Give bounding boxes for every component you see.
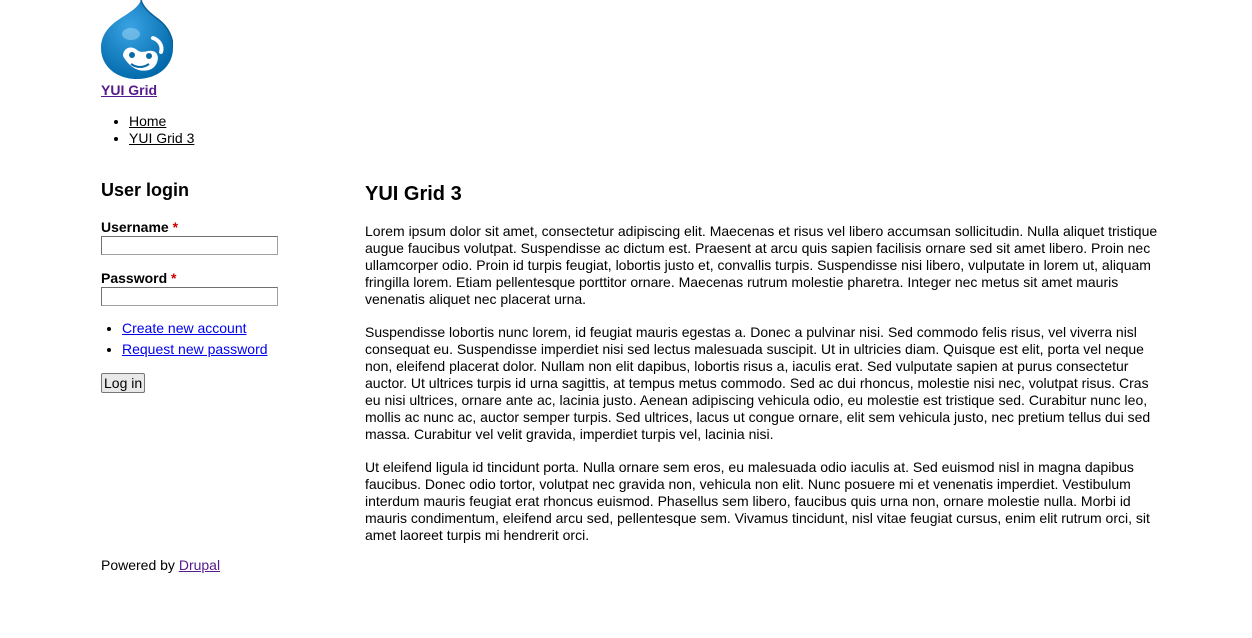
content-paragraph: Lorem ipsum dolor sit amet, consectetur adipiscing elit. Maecenas et risus vel libero accumsan sollicitudin. Nulla aliquet tristique augue faucibus volutpat. Suspendisse ac dictum est. Praesent at arcu quis sapien facilisis ornare sed sit amet libero. Proin nec ullamcorper odio. Proin id turpis feugiat, lobortis justo et, convallis turpis. Suspendisse nisi libero, vulputate in lorem ut, aliquam fringilla lorem. Etiam pellentesque porttitor ornare. Maecenas rutrum molestie pharetra. Integer nec metus sit amet mauris venenatis aliquet nec placerat urna.: [365, 223, 1158, 307]
password-label-text: Password: [101, 270, 168, 286]
primary-link-item: [129, 130, 194, 147]
request-password-link[interactable]: Request new password: [122, 341, 268, 357]
login-button[interactable]: Log in: [101, 373, 145, 393]
primary-link-yui-grid-3[interactable]: YUI Grid 3: [129, 130, 195, 146]
spacer: [101, 255, 321, 270]
footer-prefix: Powered by: [101, 557, 179, 573]
primary-link-home[interactable]: Home: [129, 113, 167, 129]
login-link-item: [122, 318, 321, 339]
spacer: [101, 306, 321, 318]
password-label: [101, 270, 321, 287]
login-link-item: [122, 339, 321, 360]
primary-link-item: [129, 113, 194, 130]
site-logo-link[interactable]: [101, 0, 173, 80]
primary-links: [101, 113, 194, 147]
username-label: [101, 219, 321, 236]
required-marker: *: [171, 270, 177, 286]
main-content: [365, 183, 1158, 560]
content-paragraph: Ut eleifend ligula id tincidunt porta. Nulla ornare sem eros, eu malesuada odio iaculis at. Sed euismod nisl in magna dapibus faucibus. Donec odio tortor, volutpat nec gravida non, vehicula non elit. Nunc posuere mi et venenatis imperdiet. Vestibulum interdum mauris feugiat erat rhoncus euismod. Phasellus sem libero, faucibus quis urna non, ornare molestie nulla. Morbi id mauris condimentum, eleifend arcu sed, pellentesque sem. Vivamus tincidunt, nisl vitae feugiat cursus, enim elit rutrum orci, sit amet laoreet turpis mi hendrerit orci.: [365, 459, 1150, 543]
username-label-text: Username: [101, 219, 169, 235]
site-name-link[interactable]: YUI Grid: [101, 82, 158, 98]
sidebar-user-login-block: [101, 179, 321, 393]
spacer: [101, 360, 321, 373]
page-title: YUI Grid 3: [365, 183, 462, 205]
create-account-link[interactable]: Create new account: [122, 320, 247, 336]
username-input[interactable]: [101, 236, 278, 255]
login-links: [101, 318, 321, 360]
user-login-title: User login: [101, 180, 190, 200]
drupal-link[interactable]: Drupal: [178, 557, 221, 573]
footer: [101, 557, 220, 574]
spacer: [101, 201, 321, 219]
password-input[interactable]: [101, 287, 278, 306]
drupal-drop-icon: [101, 0, 173, 80]
required-marker: *: [172, 219, 179, 235]
content-paragraph: Suspendisse lobortis nunc lorem, id feugiat mauris egestas a. Donec a pulvinar nisi. Sed commodo felis risus, vel viverra nisl consequat eu. Suspendisse imperdiet nisi sed lectus malesuada suscipit. Ut in ultricies diam. Quisque est elit, porta vel neque non, eleifend placerat dolor. Nullam non elit dapibus, lobortis risus a, iaculis erat. Sed vulputate sapien at purus consectetur auctor. Ut ultrices turpis id urna sagittis, at tempus metus commodo. Sed ac dui rhoncus, molestie nisi nec, volutpat risus. Cras eu nisi ultrices, ornare ante ac, lacinia justo. Aenean adipiscing vehicula odio, eu molestie est tristique sed. Curabitur nunc leo, mollis ac nunc ac, auctor semper turpis. Sed ultrices, lacus ut congue ornare, elit sem vehicula justo, nec pretium tellus dui sed massa. Curabitur vel velit gravida, imperdiet turpis vel, lacinia nisi.: [365, 324, 1151, 442]
